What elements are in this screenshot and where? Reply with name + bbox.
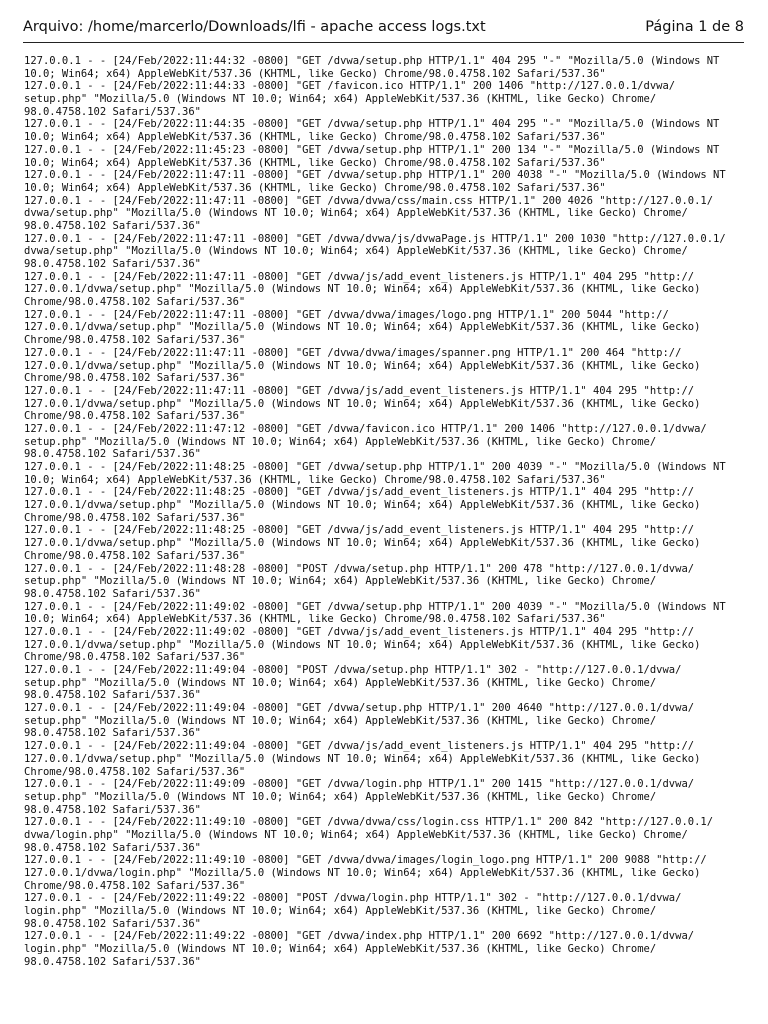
log-line: setup.php" "Mozilla/5.0 (Windows NT 10.0; Win64; x64) AppleWebKit/537.36 (KHTML, like Gecko) Chrome/	[24, 575, 657, 588]
log-line: login.php" "Mozilla/5.0 (Windows NT 10.0; Win64; x64) AppleWebKit/537.36 (KHTML, like Gecko) Chrome/	[24, 905, 657, 918]
log-entry	[24, 80, 744, 118]
log-line: 98.0.4758.102 Safari/537.36"	[24, 917, 202, 930]
log-line: 127.0.0.1 - - [24/Feb/2022:11:45:23 -0800] "GET /dvwa/setup.php HTTP/1.1" 200 134 "-" "Mozilla/5.0 (Windows NT	[24, 143, 720, 156]
log-line: Chrome/98.0.4758.102 Safari/537.36"	[24, 296, 246, 309]
page-number: Página 1 de 8	[645, 19, 744, 35]
log-line: 127.0.0.1/dvwa/setup.php" "Mozilla/5.0 (Windows NT 10.0; Win64; x64) AppleWebKit/537.36 (KHTML, like Gecko)	[24, 537, 701, 550]
log-line: 98.0.4758.102 Safari/537.36"	[24, 841, 202, 854]
log-entry	[24, 563, 744, 601]
log-line: 127.0.0.1 - - [24/Feb/2022:11:47:11 -0800] "GET /dvwa/dvwa/images/spanner.png HTTP/1.1" 200 464 "http://	[24, 346, 682, 359]
log-line: 10.0; Win64; x64) AppleWebKit/537.36 (KHTML, like Gecko) Chrome/98.0.4758.102 Safari/537.36"	[24, 613, 606, 626]
log-entry	[24, 118, 744, 143]
log-line: 127.0.0.1 - - [24/Feb/2022:11:49:02 -0800] "GET /dvwa/js/add_event_listeners.js HTTP/1.1" 404 295 "http://	[24, 625, 695, 638]
log-line: 127.0.0.1 - - [24/Feb/2022:11:49:04 -0800] "GET /dvwa/js/add_event_listeners.js HTTP/1.1" 404 295 "http://	[24, 740, 695, 753]
log-entry	[24, 423, 744, 461]
log-line: 98.0.4758.102 Safari/537.36"	[24, 727, 202, 740]
log-line: setup.php" "Mozilla/5.0 (Windows NT 10.0; Win64; x64) AppleWebKit/537.36 (KHTML, like Gecko) Chrome/	[24, 93, 657, 106]
header-divider	[23, 42, 744, 43]
log-line: 10.0; Win64; x64) AppleWebKit/537.36 (KHTML, like Gecko) Chrome/98.0.4758.102 Safari/537.36"	[24, 131, 606, 144]
log-line: 98.0.4758.102 Safari/537.36"	[24, 955, 202, 968]
log-entry	[24, 169, 744, 194]
log-line: Chrome/98.0.4758.102 Safari/537.36"	[24, 410, 246, 423]
log-line: Chrome/98.0.4758.102 Safari/537.36"	[24, 651, 246, 664]
log-line: 127.0.0.1 - - [24/Feb/2022:11:49:10 -0800] "GET /dvwa/dvwa/css/login.css HTTP/1.1" 200 842 "http://127.0.0.1/	[24, 816, 714, 829]
log-line: setup.php" "Mozilla/5.0 (Windows NT 10.0; Win64; x64) AppleWebKit/537.36 (KHTML, like Gecko) Chrome/	[24, 714, 657, 727]
log-line: 127.0.0.1 - - [24/Feb/2022:11:48:28 -0800] "POST /dvwa/setup.php HTTP/1.1" 200 478 "http://127.0.0.1/dvwa/	[24, 562, 695, 575]
log-line: dvwa/setup.php" "Mozilla/5.0 (Windows NT 10.0; Win64; x64) AppleWebKit/537.36 (KHTML, like Gecko) Chrome/	[24, 207, 688, 220]
log-line: 127.0.0.1 - - [24/Feb/2022:11:47:12 -0800] "GET /dvwa/favicon.ico HTTP/1.1" 200 1406 "http://127.0.0.1/dvwa/	[24, 422, 707, 435]
log-entry	[24, 740, 744, 778]
log-entry	[24, 347, 744, 385]
log-line: Chrome/98.0.4758.102 Safari/537.36"	[24, 372, 246, 385]
log-line: dvwa/login.php" "Mozilla/5.0 (Windows NT 10.0; Win64; x64) AppleWebKit/537.36 (KHTML, like Gecko) Chrome/	[24, 828, 688, 841]
log-line: 127.0.0.1/dvwa/setup.php" "Mozilla/5.0 (Windows NT 10.0; Win64; x64) AppleWebKit/537.36 (KHTML, like Gecko)	[24, 499, 701, 512]
log-entry	[24, 55, 744, 80]
log-line: 127.0.0.1 - - [24/Feb/2022:11:49:10 -0800] "GET /dvwa/dvwa/images/login_logo.png HTTP/1.1" 200 9088 "http://	[24, 854, 707, 867]
log-line: 127.0.0.1 - - [24/Feb/2022:11:48:25 -0800] "GET /dvwa/js/add_event_listeners.js HTTP/1.1" 404 295 "http://	[24, 524, 695, 537]
log-line: Chrome/98.0.4758.102 Safari/537.36"	[24, 879, 246, 892]
log-line: 127.0.0.1 - - [24/Feb/2022:11:47:11 -0800] "GET /dvwa/setup.php HTTP/1.1" 200 4038 "-" "Mozilla/5.0 (Windows NT	[24, 169, 726, 182]
log-line: 127.0.0.1 - - [24/Feb/2022:11:49:22 -0800] "GET /dvwa/index.php HTTP/1.1" 200 6692 "http://127.0.0.1/dvwa/	[24, 930, 695, 943]
log-line: 127.0.0.1 - - [24/Feb/2022:11:48:25 -0800] "GET /dvwa/js/add_event_listeners.js HTTP/1.1" 404 295 "http://	[24, 486, 695, 499]
log-entry	[24, 854, 744, 892]
log-entry	[24, 930, 744, 968]
log-entry	[24, 778, 744, 816]
log-line: setup.php" "Mozilla/5.0 (Windows NT 10.0; Win64; x64) AppleWebKit/537.36 (KHTML, like Gecko) Chrome/	[24, 435, 657, 448]
log-line: 127.0.0.1 - - [24/Feb/2022:11:48:25 -0800] "GET /dvwa/setup.php HTTP/1.1" 200 4039 "-" "Mozilla/5.0 (Windows NT	[24, 461, 726, 473]
log-line: setup.php" "Mozilla/5.0 (Windows NT 10.0; Win64; x64) AppleWebKit/537.36 (KHTML, like Gecko) Chrome/	[24, 676, 657, 689]
log-line: 127.0.0.1/dvwa/setup.php" "Mozilla/5.0 (Windows NT 10.0; Win64; x64) AppleWebKit/537.36 (KHTML, like Gecko)	[24, 359, 701, 372]
log-entry	[24, 309, 744, 347]
log-line: 98.0.4758.102 Safari/537.36"	[24, 803, 202, 816]
log-line: 98.0.4758.102 Safari/537.36"	[24, 448, 202, 461]
log-entry	[24, 702, 744, 740]
log-line: Chrome/98.0.4758.102 Safari/537.36"	[24, 549, 246, 562]
log-line: 127.0.0.1 - - [24/Feb/2022:11:47:11 -0800] "GET /dvwa/js/add_event_listeners.js HTTP/1.1" 404 295 "http://	[24, 384, 695, 397]
log-entry	[24, 816, 744, 854]
log-line: 127.0.0.1 - - [24/Feb/2022:11:47:11 -0800] "GET /dvwa/dvwa/images/logo.png HTTP/1.1" 200 5044 "http://	[24, 308, 669, 321]
log-line: 10.0; Win64; x64) AppleWebKit/537.36 (KHTML, like Gecko) Chrome/98.0.4758.102 Safari/537.36"	[24, 181, 606, 194]
log-line: 127.0.0.1 - - [24/Feb/2022:11:44:33 -0800] "GET /favicon.ico HTTP/1.1" 200 1406 "http://127.0.0.1/dvwa/	[24, 80, 676, 93]
file-title: Arquivo: /home/marcerlo/Downloads/lfi - apache access logs.txt	[23, 19, 486, 35]
log-line: 127.0.0.1 - - [24/Feb/2022:11:44:35 -0800] "GET /dvwa/setup.php HTTP/1.1" 404 295 "-" "Mozilla/5.0 (Windows NT	[24, 118, 720, 131]
log-line: 127.0.0.1/dvwa/setup.php" "Mozilla/5.0 (Windows NT 10.0; Win64; x64) AppleWebKit/537.36 (KHTML, like Gecko)	[24, 638, 701, 651]
log-line: 127.0.0.1/dvwa/login.php" "Mozilla/5.0 (Windows NT 10.0; Win64; x64) AppleWebKit/537.36 (KHTML, like Gecko)	[24, 867, 701, 879]
log-entry	[24, 144, 744, 169]
log-line: 127.0.0.1 - - [24/Feb/2022:11:47:11 -0800] "GET /dvwa/dvwa/js/dvwaPage.js HTTP/1.1" 200 1030 "http://127.0.0.1/	[24, 232, 726, 245]
log-entry	[24, 486, 744, 524]
log-line: Chrome/98.0.4758.102 Safari/537.36"	[24, 511, 246, 524]
log-entry	[24, 601, 744, 626]
log-line: 127.0.0.1 - - [24/Feb/2022:11:49:02 -0800] "GET /dvwa/setup.php HTTP/1.1" 200 4039 "-" "Mozilla/5.0 (Windows NT	[24, 600, 726, 613]
log-entry	[24, 461, 744, 486]
log-entry	[24, 385, 744, 423]
log-entry	[24, 892, 744, 930]
log-entry	[24, 626, 744, 664]
log-entry	[24, 664, 744, 702]
log-line: 127.0.0.1 - - [24/Feb/2022:11:49:04 -0800] "POST /dvwa/setup.php HTTP/1.1" 302 - "http://127.0.0.1/dvwa/	[24, 664, 682, 676]
log-line: 10.0; Win64; x64) AppleWebKit/537.36 (KHTML, like Gecko) Chrome/98.0.4758.102 Safari/537.36"	[24, 156, 606, 169]
log-line: 127.0.0.1/dvwa/setup.php" "Mozilla/5.0 (Windows NT 10.0; Win64; x64) AppleWebKit/537.36 (KHTML, like Gecko)	[24, 321, 701, 334]
log-line: Chrome/98.0.4758.102 Safari/537.36"	[24, 334, 246, 347]
log-line: 127.0.0.1 - - [24/Feb/2022:11:49:22 -0800] "POST /dvwa/login.php HTTP/1.1" 302 - "http://127.0.0.1/dvwa/	[24, 892, 682, 905]
log-line: Chrome/98.0.4758.102 Safari/537.36"	[24, 765, 246, 778]
log-entry	[24, 233, 744, 271]
log-entry	[24, 524, 744, 562]
page-header	[23, 19, 744, 41]
log-line: 127.0.0.1 - - [24/Feb/2022:11:47:11 -0800] "GET /dvwa/js/add_event_listeners.js HTTP/1.1" 404 295 "http://	[24, 270, 695, 283]
log-line: 127.0.0.1 - - [24/Feb/2022:11:47:11 -0800] "GET /dvwa/dvwa/css/main.css HTTP/1.1" 200 4026 "http://127.0.0.1/	[24, 194, 714, 207]
log-line: 127.0.0.1/dvwa/setup.php" "Mozilla/5.0 (Windows NT 10.0; Win64; x64) AppleWebKit/537.36 (KHTML, like Gecko)	[24, 283, 701, 296]
log-line: login.php" "Mozilla/5.0 (Windows NT 10.0; Win64; x64) AppleWebKit/537.36 (KHTML, like Gecko) Chrome/	[24, 943, 657, 956]
log-line: 127.0.0.1 - - [24/Feb/2022:11:49:09 -0800] "GET /dvwa/login.php HTTP/1.1" 200 1415 "http://127.0.0.1/dvwa/	[24, 778, 695, 791]
log-line: 98.0.4758.102 Safari/537.36"	[24, 587, 202, 600]
log-line: setup.php" "Mozilla/5.0 (Windows NT 10.0; Win64; x64) AppleWebKit/537.36 (KHTML, like Gecko) Chrome/	[24, 790, 657, 803]
log-content	[24, 55, 744, 969]
log-line: 98.0.4758.102 Safari/537.36"	[24, 689, 202, 702]
log-entry	[24, 271, 744, 309]
log-entry	[24, 195, 744, 233]
log-line: 10.0; Win64; x64) AppleWebKit/537.36 (KHTML, like Gecko) Chrome/98.0.4758.102 Safari/537.36"	[24, 67, 606, 80]
log-line: 98.0.4758.102 Safari/537.36"	[24, 105, 202, 118]
log-line: 98.0.4758.102 Safari/537.36"	[24, 258, 202, 270]
log-line: 127.0.0.1 - - [24/Feb/2022:11:44:32 -0800] "GET /dvwa/setup.php HTTP/1.1" 404 295 "-" "Mozilla/5.0 (Windows NT	[24, 55, 720, 67]
log-line: 127.0.0.1 - - [24/Feb/2022:11:49:04 -0800] "GET /dvwa/setup.php HTTP/1.1" 200 4640 "http://127.0.0.1/dvwa/	[24, 702, 695, 715]
log-line: 98.0.4758.102 Safari/537.36"	[24, 219, 202, 232]
log-line: 10.0; Win64; x64) AppleWebKit/537.36 (KHTML, like Gecko) Chrome/98.0.4758.102 Safari/537.36"	[24, 473, 606, 486]
log-line: 127.0.0.1/dvwa/setup.php" "Mozilla/5.0 (Windows NT 10.0; Win64; x64) AppleWebKit/537.36 (KHTML, like Gecko)	[24, 752, 701, 765]
log-line: 127.0.0.1/dvwa/setup.php" "Mozilla/5.0 (Windows NT 10.0; Win64; x64) AppleWebKit/537.36 (KHTML, like Gecko)	[24, 397, 701, 410]
log-line: dvwa/setup.php" "Mozilla/5.0 (Windows NT 10.0; Win64; x64) AppleWebKit/537.36 (KHTML, like Gecko) Chrome/	[24, 245, 688, 258]
